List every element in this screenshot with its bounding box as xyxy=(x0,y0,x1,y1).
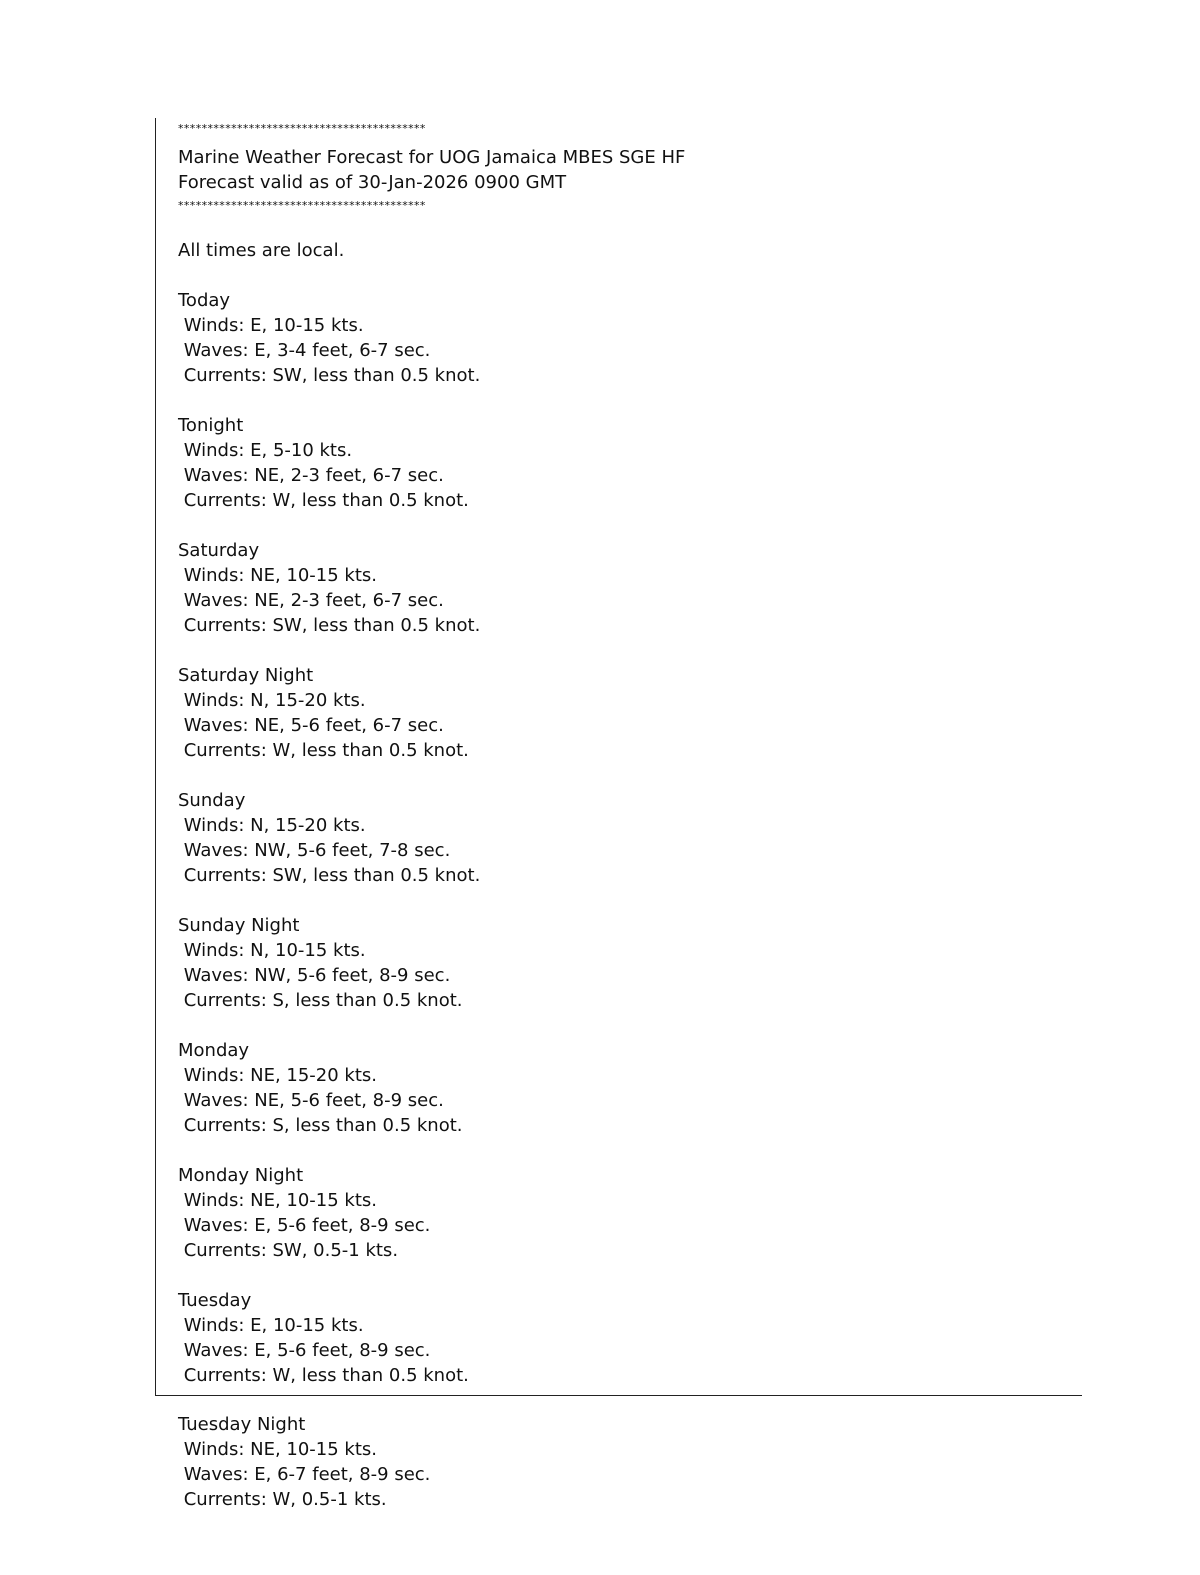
period-currents: Currents: SW, less than 0.5 knot. xyxy=(178,365,481,386)
forecast-period xyxy=(178,788,1058,888)
period-currents: Currents: W, less than 0.5 knot. xyxy=(178,490,469,511)
forecast-period xyxy=(178,1412,1058,1512)
period-currents: Currents: S, less than 0.5 knot. xyxy=(178,990,463,1011)
period-waves: Waves: NE, 5-6 feet, 6-7 sec. xyxy=(178,715,444,736)
period-waves: Waves: E, 5-6 feet, 8-9 sec. xyxy=(178,1340,431,1361)
forecast-period xyxy=(178,413,1058,513)
period-name: Tuesday xyxy=(178,1290,252,1311)
period-winds: Winds: NE, 15-20 kts. xyxy=(178,1065,378,1086)
period-currents: Currents: SW, less than 0.5 knot. xyxy=(178,615,481,636)
period-waves: Waves: E, 3-4 feet, 6-7 sec. xyxy=(178,340,431,361)
period-waves: Waves: NE, 5-6 feet, 8-9 sec. xyxy=(178,1090,444,1111)
forecast-period xyxy=(178,663,1058,763)
period-name: Sunday Night xyxy=(178,915,300,936)
period-name: Monday xyxy=(178,1040,250,1061)
period-winds: Winds: NE, 10-15 kts. xyxy=(178,1190,378,1211)
forecast-period xyxy=(178,1038,1058,1138)
period-waves: Waves: NE, 2-3 feet, 6-7 sec. xyxy=(178,465,444,486)
period-currents: Currents: W, less than 0.5 knot. xyxy=(178,1365,469,1386)
period-winds: Winds: NE, 10-15 kts. xyxy=(178,1439,378,1460)
bottom-border-rule xyxy=(155,1395,1082,1396)
period-currents: Currents: W, 0.5-1 kts. xyxy=(178,1489,387,1510)
period-name: Tuesday Night xyxy=(178,1414,306,1435)
period-winds: Winds: E, 10-15 kts. xyxy=(178,1315,364,1336)
header-stars-top: ****************************************** xyxy=(178,122,426,135)
period-waves: Waves: NE, 2-3 feet, 6-7 sec. xyxy=(178,590,444,611)
period-winds: Winds: N, 15-20 kts. xyxy=(178,690,366,711)
header-block xyxy=(178,145,1058,195)
forecast-period xyxy=(178,288,1058,388)
forecast-period xyxy=(178,538,1058,638)
period-waves: Waves: NW, 5-6 feet, 7-8 sec. xyxy=(178,840,451,861)
intro-text: All times are local. xyxy=(178,240,345,261)
left-border-rule xyxy=(155,118,156,1396)
period-currents: Currents: S, less than 0.5 knot. xyxy=(178,1115,463,1136)
forecast-document xyxy=(178,118,1058,1388)
period-currents: Currents: SW, 0.5-1 kts. xyxy=(178,1240,399,1261)
period-name: Sunday xyxy=(178,790,246,811)
period-name: Saturday xyxy=(178,540,260,561)
period-winds: Winds: E, 5-10 kts. xyxy=(178,440,353,461)
forecast-period xyxy=(178,1288,1058,1388)
period-winds: Winds: NE, 10-15 kts. xyxy=(178,565,378,586)
period-name: Tonight xyxy=(178,415,244,436)
forecast-title: Marine Weather Forecast for UOG Jamaica MBES SGE HF xyxy=(178,147,686,168)
period-winds: Winds: N, 10-15 kts. xyxy=(178,940,366,961)
period-waves: Waves: E, 6-7 feet, 8-9 sec. xyxy=(178,1464,431,1485)
forecast-period xyxy=(178,913,1058,1013)
forecast-valid-time: Forecast valid as of 30-Jan-2026 0900 GMT xyxy=(178,172,567,193)
header-stars-bottom: ****************************************** xyxy=(178,199,426,212)
period-waves: Waves: E, 5-6 feet, 8-9 sec. xyxy=(178,1215,431,1236)
period-currents: Currents: W, less than 0.5 knot. xyxy=(178,740,469,761)
period-winds: Winds: N, 15-20 kts. xyxy=(178,815,366,836)
forecast-period xyxy=(178,1163,1058,1263)
period-currents: Currents: SW, less than 0.5 knot. xyxy=(178,865,481,886)
period-name: Saturday Night xyxy=(178,665,314,686)
period-waves: Waves: NW, 5-6 feet, 8-9 sec. xyxy=(178,965,451,986)
period-winds: Winds: E, 10-15 kts. xyxy=(178,315,364,336)
period-name: Today xyxy=(178,290,231,311)
period-name: Monday Night xyxy=(178,1165,304,1186)
